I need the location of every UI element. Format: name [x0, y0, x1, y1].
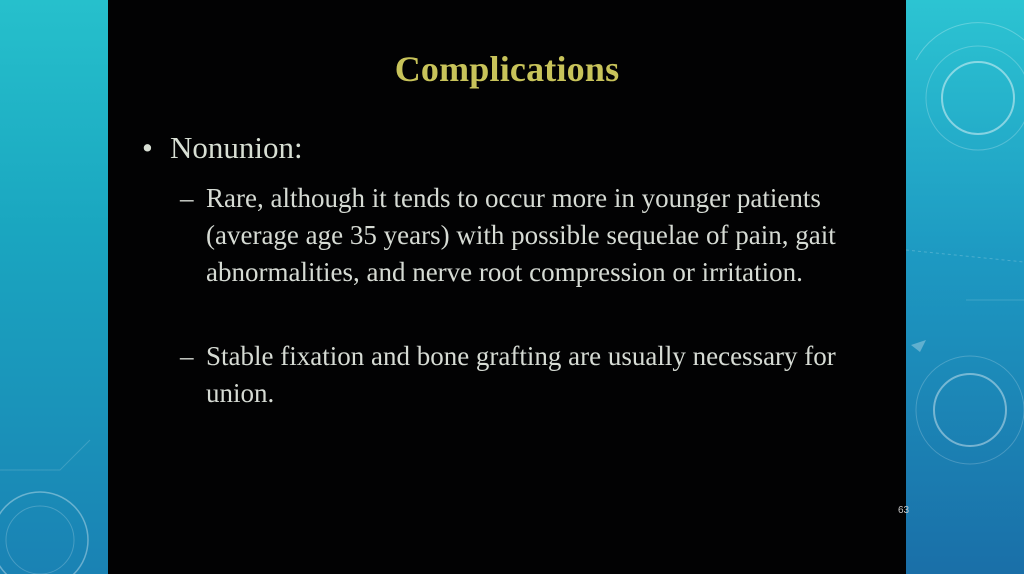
sub-point-2 [182, 338, 862, 412]
left-decorative-panel [0, 0, 108, 574]
slide-canvas [108, 0, 906, 574]
dash-icon: – [180, 183, 194, 213]
bullet-text: Nonunion: [170, 130, 303, 165]
dash-icon: – [180, 341, 194, 371]
bullet-item [142, 130, 862, 166]
circuit-pattern-right [906, 0, 1024, 574]
circuit-pattern-left [0, 0, 108, 574]
sub-point-1 [182, 180, 862, 291]
page-number: 63 [898, 505, 910, 516]
sub-point-text: Stable fixation and bone grafting are usually necessary for union. [206, 341, 836, 408]
slide-title: Complications [394, 49, 620, 89]
bullet-dot-icon: • [142, 130, 153, 165]
right-decorative-panel [906, 0, 1024, 574]
sub-point-text: Rare, although it tends to occur more in younger patients (average age 35 years) with possible sequelae of pain, gait abnormalities, and nerve root compression or irritation. [206, 183, 836, 287]
